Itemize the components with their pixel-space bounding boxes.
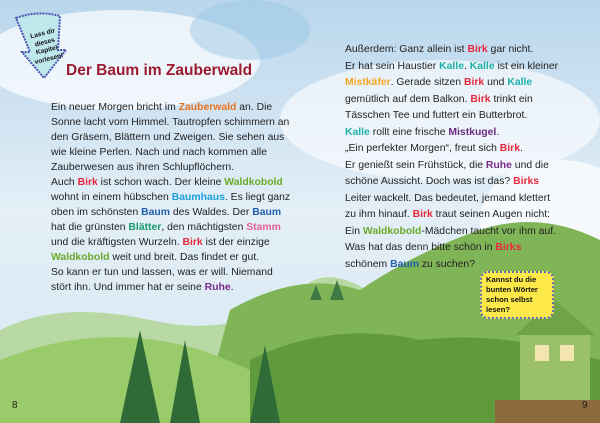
colored-word: Mistkugel	[448, 126, 497, 138]
colored-word: Birks	[513, 176, 540, 187]
text-line	[51, 100, 290, 115]
text-line	[345, 174, 558, 191]
text-segment: . Gerade sitzen	[390, 77, 464, 88]
colored-word: Kalle	[469, 60, 495, 72]
text-segment: Ein	[345, 225, 363, 237]
text-line	[345, 75, 558, 92]
text-line	[51, 175, 290, 190]
colored-word: Birk	[182, 237, 203, 248]
colored-word: Birk	[412, 209, 433, 220]
text-line	[51, 190, 290, 205]
text-segment: , den mächtigsten	[161, 222, 247, 233]
colored-word: Ruhe	[204, 282, 231, 293]
text-line	[345, 125, 558, 142]
colored-word: Waldkobold	[224, 177, 283, 188]
story-text-right	[345, 42, 558, 273]
text-segment: schöne Aussicht. Doch was ist das?	[345, 176, 514, 187]
text-segment: ist ein kleiner	[494, 60, 559, 72]
text-line	[345, 42, 558, 59]
text-line	[345, 108, 558, 125]
colored-word: Baumhaus	[171, 192, 225, 203]
text-line	[51, 130, 290, 145]
text-segment: Tässchen Tee und futtert ein Butterbrot.	[345, 110, 528, 121]
question-bubble: Kannst du die bunten Wörter schon selbst lesen?	[480, 271, 554, 319]
colored-word: Baum	[252, 207, 282, 218]
page-number-left: 8	[12, 400, 18, 411]
text-segment: zu ihm hinauf.	[345, 209, 413, 220]
chapter-title: Der Baum im Zauberwald	[66, 62, 253, 79]
text-segment: rollt eine frische	[369, 126, 449, 138]
text-segment: .	[519, 143, 523, 154]
text-segment: den Gräsern, Blättern und Zweigen. Sie sehen aus	[51, 132, 285, 143]
colored-word: Waldkobold	[362, 225, 422, 237]
colored-word: Baum	[390, 258, 419, 270]
text-segment: . Es liegt ganz	[224, 192, 291, 203]
text-line	[345, 92, 558, 109]
colored-word: Zauberwald	[178, 102, 237, 113]
text-segment: -Mädchen taucht vor ihm auf.	[421, 225, 556, 237]
read-aloud-badge	[8, 10, 68, 80]
text-segment: trinkt ein	[490, 93, 533, 105]
text-segment: und die kräftigsten Wurzeln.	[51, 237, 183, 248]
text-segment: hat die grünsten	[51, 222, 129, 233]
text-line	[51, 145, 290, 160]
text-segment: an. Die	[236, 102, 273, 113]
text-segment: Zauberwesen aus ihren Schlupflöchern.	[51, 162, 235, 173]
text-segment: Auch	[51, 177, 78, 188]
text-segment: So kann er tun und lassen, was er will. Niemand	[51, 267, 273, 278]
colored-word: Birk	[470, 93, 491, 105]
text-segment: Sonne lacht vom Himmel. Tautropfen schimmern an	[51, 117, 290, 128]
colored-word: Ruhe	[485, 159, 512, 171]
colored-word: Birk	[463, 77, 485, 88]
text-segment: „Ein perfekter Morgen“, freut sich	[345, 143, 500, 154]
colored-word: Kalle	[439, 60, 464, 72]
text-segment: ist der einzige	[202, 237, 270, 248]
colored-word: Kalle	[345, 126, 370, 138]
text-segment: Er hat sein Haustier	[345, 60, 440, 72]
text-segment: weit und breit. Das findet er gut.	[109, 252, 260, 263]
colored-word: Birk	[467, 44, 488, 55]
text-line	[51, 265, 290, 280]
text-line	[51, 160, 290, 175]
read-aloud-text: Lass dir dieses Kapitel vorlesen!	[29, 27, 64, 66]
text-line	[345, 158, 558, 175]
text-segment: wohnt in einem hübschen	[51, 192, 172, 203]
page-number-right: 9	[582, 400, 588, 411]
colored-word: Birks	[495, 242, 522, 253]
text-segment: ist schon wach. Der kleine	[97, 177, 225, 188]
text-segment: Er genießt sein Frühstück, die	[345, 159, 486, 171]
colored-word: Birk	[77, 177, 98, 188]
colored-word: Stamm	[246, 222, 281, 233]
text-line	[345, 141, 558, 158]
text-line	[345, 59, 558, 76]
text-line	[51, 115, 290, 130]
text-segment: und die	[511, 159, 549, 171]
text-segment: .	[463, 60, 470, 72]
text-segment: Leiter wackelt. Das bedeutet, jemand klettert	[345, 192, 551, 204]
text-segment: zu suchen?	[418, 258, 475, 270]
text-segment: .	[496, 126, 500, 138]
text-line	[51, 205, 290, 220]
text-segment: und	[484, 77, 508, 88]
text-segment: wie kleine Perlen. Nach und nach kommen alle	[51, 147, 268, 158]
text-segment: traut seinen Augen nicht:	[432, 209, 551, 220]
text-segment: .	[230, 282, 234, 293]
text-line	[51, 220, 290, 235]
text-segment: oben im schönsten	[51, 207, 142, 218]
colored-word: Birk	[499, 143, 520, 154]
text-segment: schönem	[345, 258, 391, 270]
text-segment: stört ihn. Und immer hat er seine	[51, 282, 205, 293]
text-line	[345, 224, 558, 241]
text-segment: Außerdem: Ganz allein ist	[345, 44, 468, 55]
text-line	[51, 235, 290, 250]
text-line	[51, 280, 290, 295]
text-segment: gar nicht.	[487, 44, 534, 55]
text-segment: des Waldes. Der	[169, 207, 253, 218]
text-line	[345, 191, 558, 208]
text-segment: gemütlich auf dem Balkon.	[345, 93, 471, 105]
text-segment: Ein neuer Morgen bricht im	[51, 102, 179, 113]
colored-word: Kalle	[507, 77, 533, 88]
colored-word: Waldkobold	[51, 252, 110, 263]
colored-word: Mistkäfer	[345, 77, 391, 88]
text-line	[51, 250, 290, 265]
colored-word: Baum	[141, 207, 170, 218]
story-text-left	[51, 100, 290, 295]
text-segment: Was hat das denn bitte schön in	[345, 242, 496, 253]
text-line	[345, 240, 558, 257]
colored-word: Blätter	[128, 222, 162, 233]
text-line	[345, 207, 558, 224]
